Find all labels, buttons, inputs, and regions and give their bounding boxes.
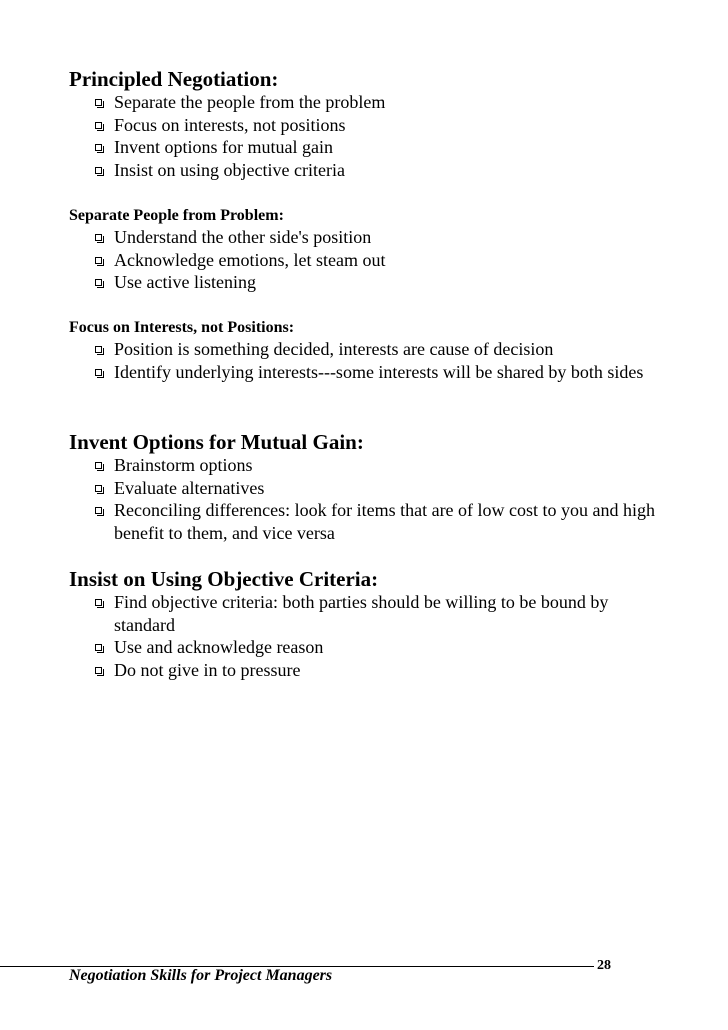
list-item bbox=[69, 91, 669, 114]
checkbox-bullet-icon bbox=[95, 644, 102, 651]
list-item bbox=[69, 454, 669, 477]
bullet-list bbox=[69, 226, 669, 294]
list-item bbox=[69, 338, 669, 361]
checkbox-bullet-icon bbox=[95, 257, 102, 264]
list-item-text: Position is something decided, interests are cause of decision bbox=[114, 339, 554, 359]
list-item-text: Brainstorm options bbox=[114, 455, 253, 475]
list-item bbox=[69, 271, 669, 294]
list-item-text: Invent options for mutual gain bbox=[114, 137, 333, 158]
section-heading: Principled Negotiation: bbox=[69, 67, 279, 91]
list-item bbox=[69, 159, 669, 182]
list-item bbox=[69, 499, 669, 544]
checkbox-bullet-icon bbox=[95, 279, 102, 286]
list-item bbox=[69, 591, 669, 636]
list-item-text: Find objective criteria: both parties should be willing to be bound by standard bbox=[114, 592, 609, 635]
list-item-text: Evaluate alternatives bbox=[114, 477, 265, 498]
checkbox-bullet-icon bbox=[95, 369, 102, 376]
footer-title: Negotiation Skills for Project Managers bbox=[69, 967, 333, 984]
bullet-list bbox=[69, 91, 669, 181]
list-item-text: Acknowledge emotions, let steam out bbox=[114, 249, 386, 270]
checkbox-bullet-icon bbox=[95, 144, 102, 151]
section-invent-options bbox=[69, 430, 669, 544]
list-item-text: Reconciling differences: look for items that are of low cost to you and high benefit to them, and vice versa bbox=[114, 500, 656, 543]
page-number: 28 bbox=[597, 958, 611, 973]
list-item-text: Use and acknowledge reason bbox=[114, 637, 324, 658]
checkbox-bullet-icon bbox=[95, 485, 102, 492]
section-heading: Invent Options for Mutual Gain: bbox=[69, 430, 364, 454]
checkbox-bullet-icon bbox=[95, 122, 102, 129]
bullet-list bbox=[69, 338, 669, 383]
list-item bbox=[69, 659, 669, 682]
checkbox-bullet-icon bbox=[95, 167, 102, 174]
list-item-text: Understand the other side's position bbox=[114, 227, 372, 247]
list-item bbox=[69, 249, 669, 272]
list-item-text: Separate the people from the problem bbox=[114, 92, 386, 112]
bullet-list bbox=[69, 454, 669, 544]
list-item bbox=[69, 477, 669, 500]
checkbox-bullet-icon bbox=[95, 234, 102, 241]
checkbox-bullet-icon bbox=[95, 99, 102, 106]
list-item bbox=[69, 226, 669, 249]
list-item-text: Insist on using objective criteria bbox=[114, 159, 345, 180]
checkbox-bullet-icon bbox=[95, 507, 102, 514]
list-item-text: Identify underlying interests---some interests will be shared by both sides bbox=[114, 361, 644, 382]
list-item bbox=[69, 114, 669, 137]
section-separate-people bbox=[69, 206, 669, 294]
section-heading: Insist on Using Objective Criteria: bbox=[69, 567, 379, 591]
list-item-text: Do not give in to pressure bbox=[114, 659, 301, 680]
section-principled-negotiation bbox=[69, 67, 669, 181]
list-item bbox=[69, 136, 669, 159]
list-item-text: Use active listening bbox=[114, 272, 256, 293]
bullet-list bbox=[69, 591, 669, 681]
list-item-text: Focus on interests, not positions bbox=[114, 114, 346, 135]
checkbox-bullet-icon bbox=[95, 462, 102, 469]
checkbox-bullet-icon bbox=[95, 667, 102, 674]
section-focus-on-interests bbox=[69, 318, 669, 383]
section-heading: Focus on Interests, not Positions: bbox=[69, 319, 295, 336]
section-heading: Separate People from Problem: bbox=[69, 207, 284, 224]
section-objective-criteria bbox=[69, 567, 669, 681]
list-item bbox=[69, 361, 669, 384]
checkbox-bullet-icon bbox=[95, 346, 102, 353]
checkbox-bullet-icon bbox=[95, 599, 102, 606]
list-item bbox=[69, 636, 669, 659]
